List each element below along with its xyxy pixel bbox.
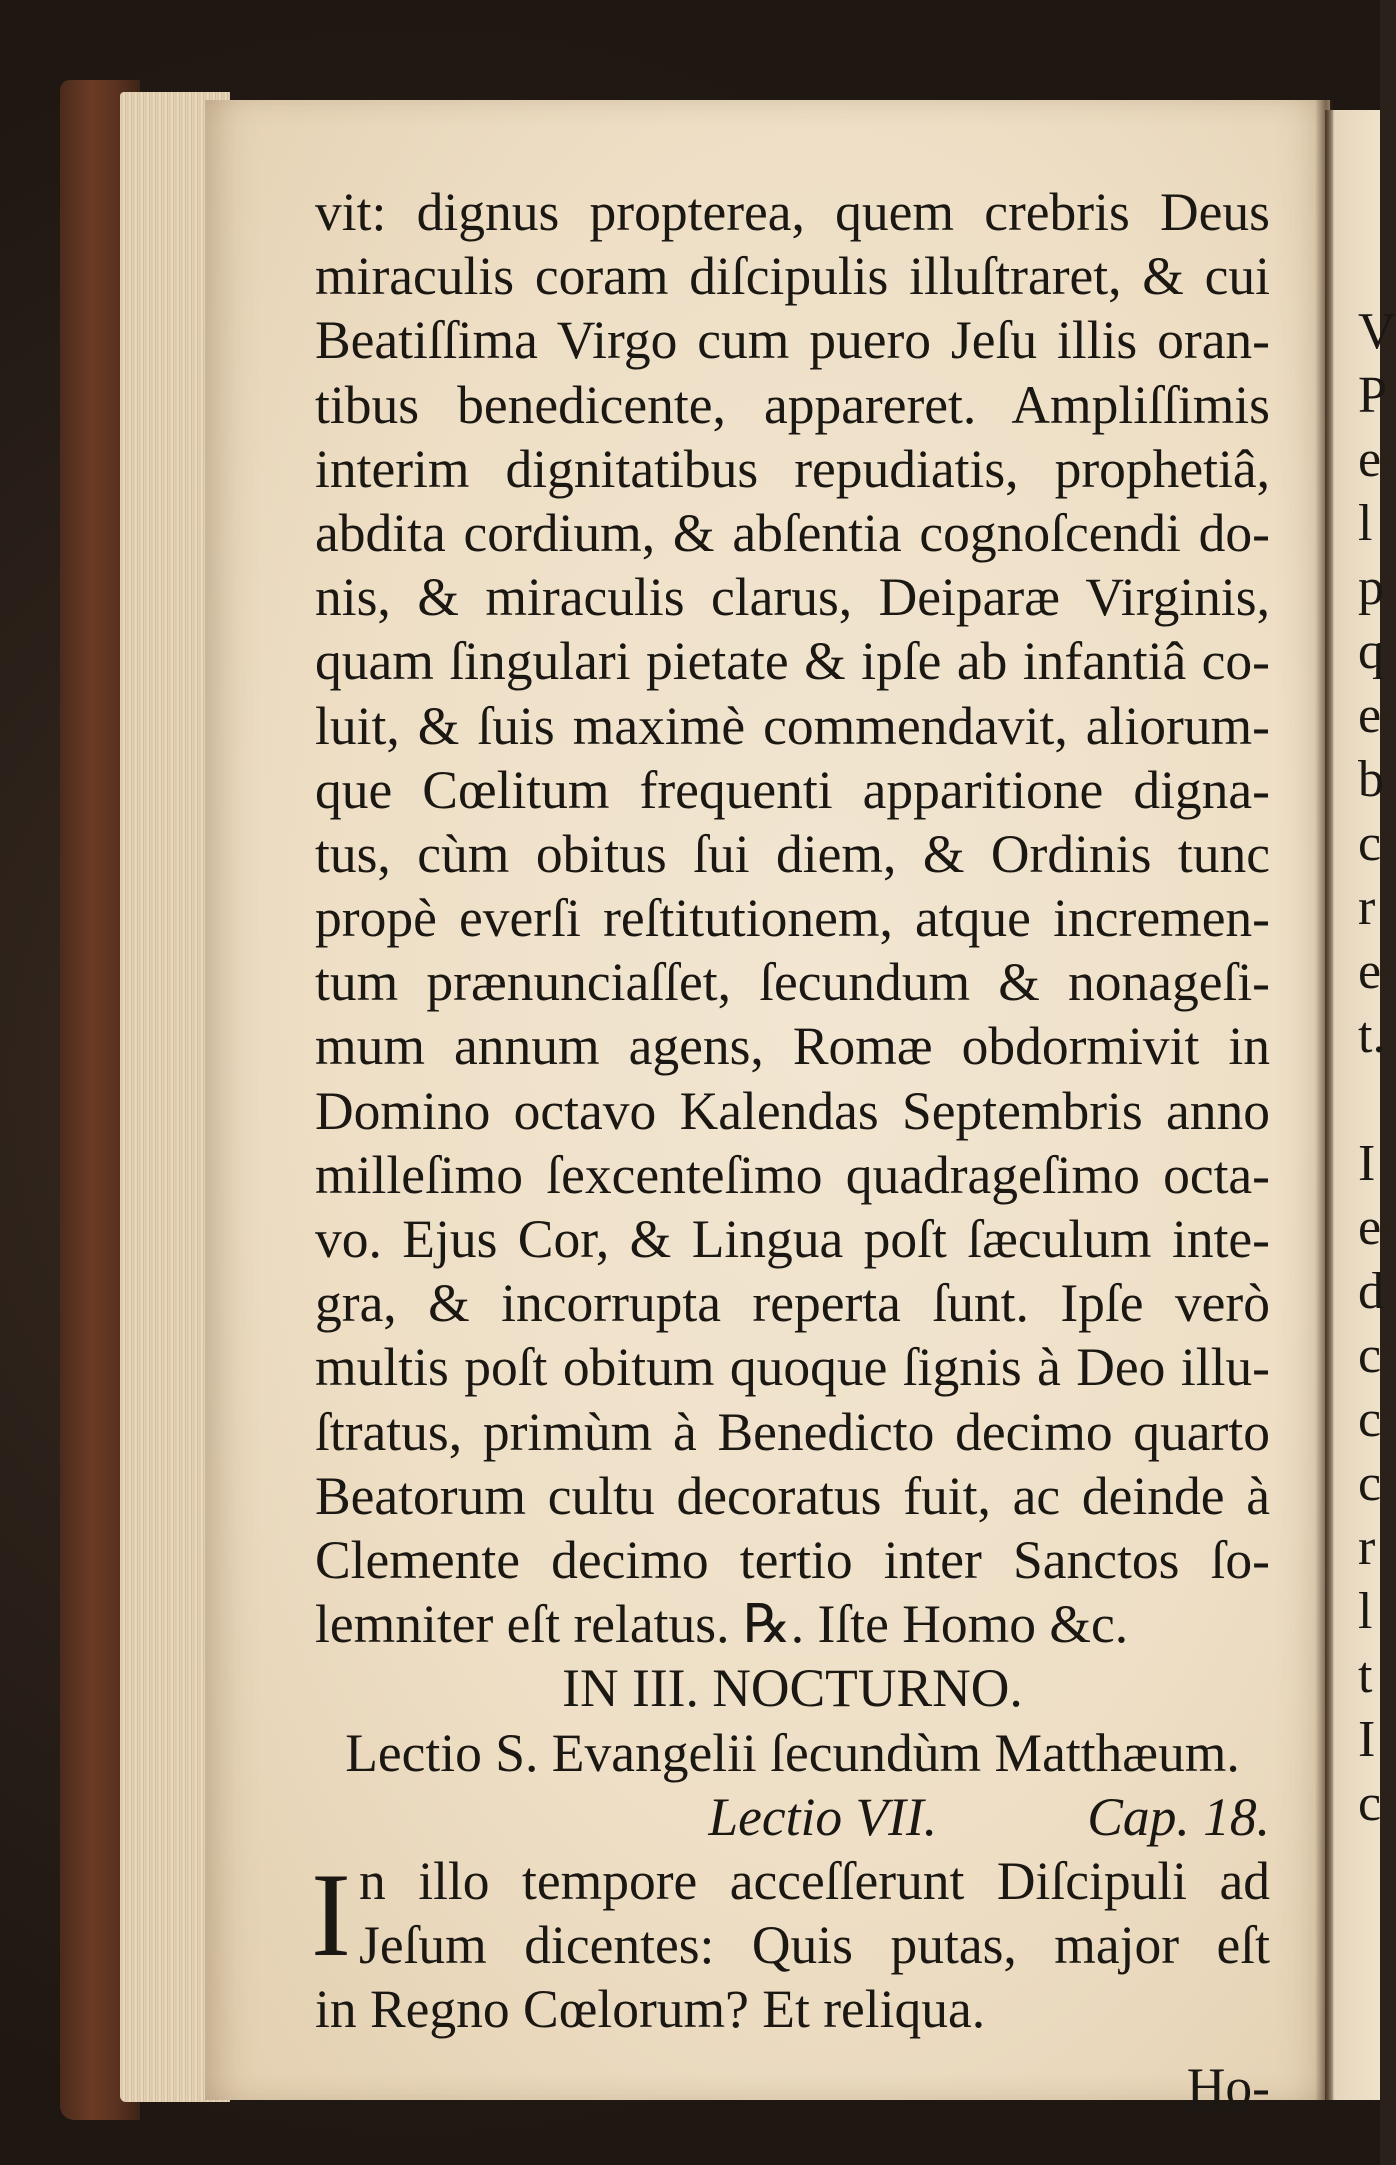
facing-page-text (1358, 300, 1396, 1836)
facing-page-fragment: e (1358, 943, 1382, 1000)
facing-page-fragment: c (1358, 815, 1382, 872)
text-line: milleſimo ſexcenteſimo quadrageſimo octa- (315, 1144, 1270, 1205)
gospel-passage (311, 1847, 1270, 2042)
gospel-line: n illo tempore acceſſerunt Diſcipuli ad (359, 1850, 1270, 1911)
page-text (311, 180, 1270, 2120)
text-line: miraculis coram diſcipulis illuſtraret, & cui (315, 246, 1270, 307)
chapter-label: Cap. 18. (1087, 1786, 1270, 1847)
facing-page-fragment: d (1358, 1263, 1384, 1320)
text-line: nis, & miraculis clarus, Deiparæ Virginis, (315, 567, 1270, 628)
facing-page-fragment: c (1358, 1391, 1382, 1448)
text-line: tus, cùm obitus ſui diem, & Ordinis tunc (315, 823, 1270, 884)
text-line: propè everſi reſtitutionem, atque incremen- (315, 888, 1270, 949)
facing-page-fragment: l (1358, 1583, 1373, 1640)
text-line: Clemente decimo tertio inter Sanctos ſo- (315, 1529, 1270, 1590)
catchword: Ho- (1186, 2057, 1270, 2118)
facing-page-fragment: q (1358, 623, 1384, 680)
text-line: vo. Ejus Cor, & Lingua poſt ſæculum inte- (315, 1209, 1270, 1269)
text-line: quam ſingulari pietate & ipſe ab infantiâ co- (315, 631, 1270, 692)
facing-page-fragment: c (1358, 1455, 1382, 1512)
reading-subheading: Lectio S. Evangelii ſecundùm Matthæum. (345, 1722, 1240, 1783)
facing-page-fragment: P (1358, 367, 1387, 424)
facing-page-fragment: I (1358, 1711, 1376, 1768)
facing-page-fragment: e (1358, 431, 1382, 488)
lectio-label: Lectio VII. (708, 1786, 938, 1847)
text-line: tum prænunciaſſet, ſecundum & nonageſi- (315, 952, 1270, 1013)
body-text (315, 180, 1270, 1592)
facing-page-fragment: V (1358, 303, 1396, 360)
facing-page-fragment: c (1358, 1775, 1382, 1832)
text-line: vit: dignus propterea, quem crebris Deus (315, 182, 1270, 242)
drop-cap: I (311, 1847, 351, 1981)
page-gutter (1315, 100, 1333, 2100)
text-line: tibus benedicente, appareret. Ampliſſimis (315, 374, 1270, 435)
facing-page-fragment: p (1358, 559, 1384, 616)
facing-page-fragment: l (1358, 495, 1373, 552)
text-line: multis poſt obitum quoque ſignis à Deo illu- (315, 1337, 1270, 1398)
facing-page-fragment: e (1358, 687, 1382, 744)
facing-page-fragment: t (1358, 1647, 1373, 1704)
facing-page-fragment: r (1358, 1519, 1376, 1576)
text-line: mum annum agens, Romæ obdormivit in (315, 1016, 1270, 1077)
last-body-line: lemniter eſt relatus. ℞. Iſte Homo &c. (315, 1594, 1129, 1655)
section-heading: IN III. NOCTURNO. (562, 1658, 1023, 1719)
text-line: ſtratus, primùm à Benedicto decimo quarto (315, 1401, 1270, 1462)
text-line: abdita cordium, & abſentia cognoſcendi do- (315, 502, 1270, 563)
facing-page-fragment: c (1358, 1327, 1382, 1384)
text-line: Domino octavo Kalendas Septembris anno (315, 1080, 1270, 1141)
text-line: luit, & ſuis maximè commendavit, aliorum- (315, 695, 1270, 756)
text-line: interim dignitatibus repudiatis, prophetiâ, (315, 438, 1270, 499)
text-line: Beatorum cultu decoratus fuit, ac deinde à (315, 1465, 1270, 1526)
facing-page-fragment: b (1358, 751, 1384, 808)
facing-page-fragment: e (1358, 1199, 1382, 1256)
gospel-line: in Regno Cœlorum? Et reliqua. (315, 1979, 986, 2040)
gospel-line: Jeſum dicentes: Quis putas, major eſt (359, 1915, 1270, 1976)
facing-page-fragment: r (1358, 879, 1376, 936)
facing-page-fragment (1358, 1068, 1396, 1132)
lectio-line (315, 1785, 1270, 1849)
text-line: gra, & incorrupta reperta ſunt. Ipſe verò (315, 1273, 1270, 1334)
text-line: que Cœlitum frequenti apparitione digna- (315, 759, 1270, 820)
facing-page-fragment: I (1358, 1135, 1376, 1192)
text-line: Beatiſſima Virgo cum puero Jeſu illis oran- (315, 310, 1270, 371)
facing-page-fragment: t. (1358, 1007, 1386, 1064)
